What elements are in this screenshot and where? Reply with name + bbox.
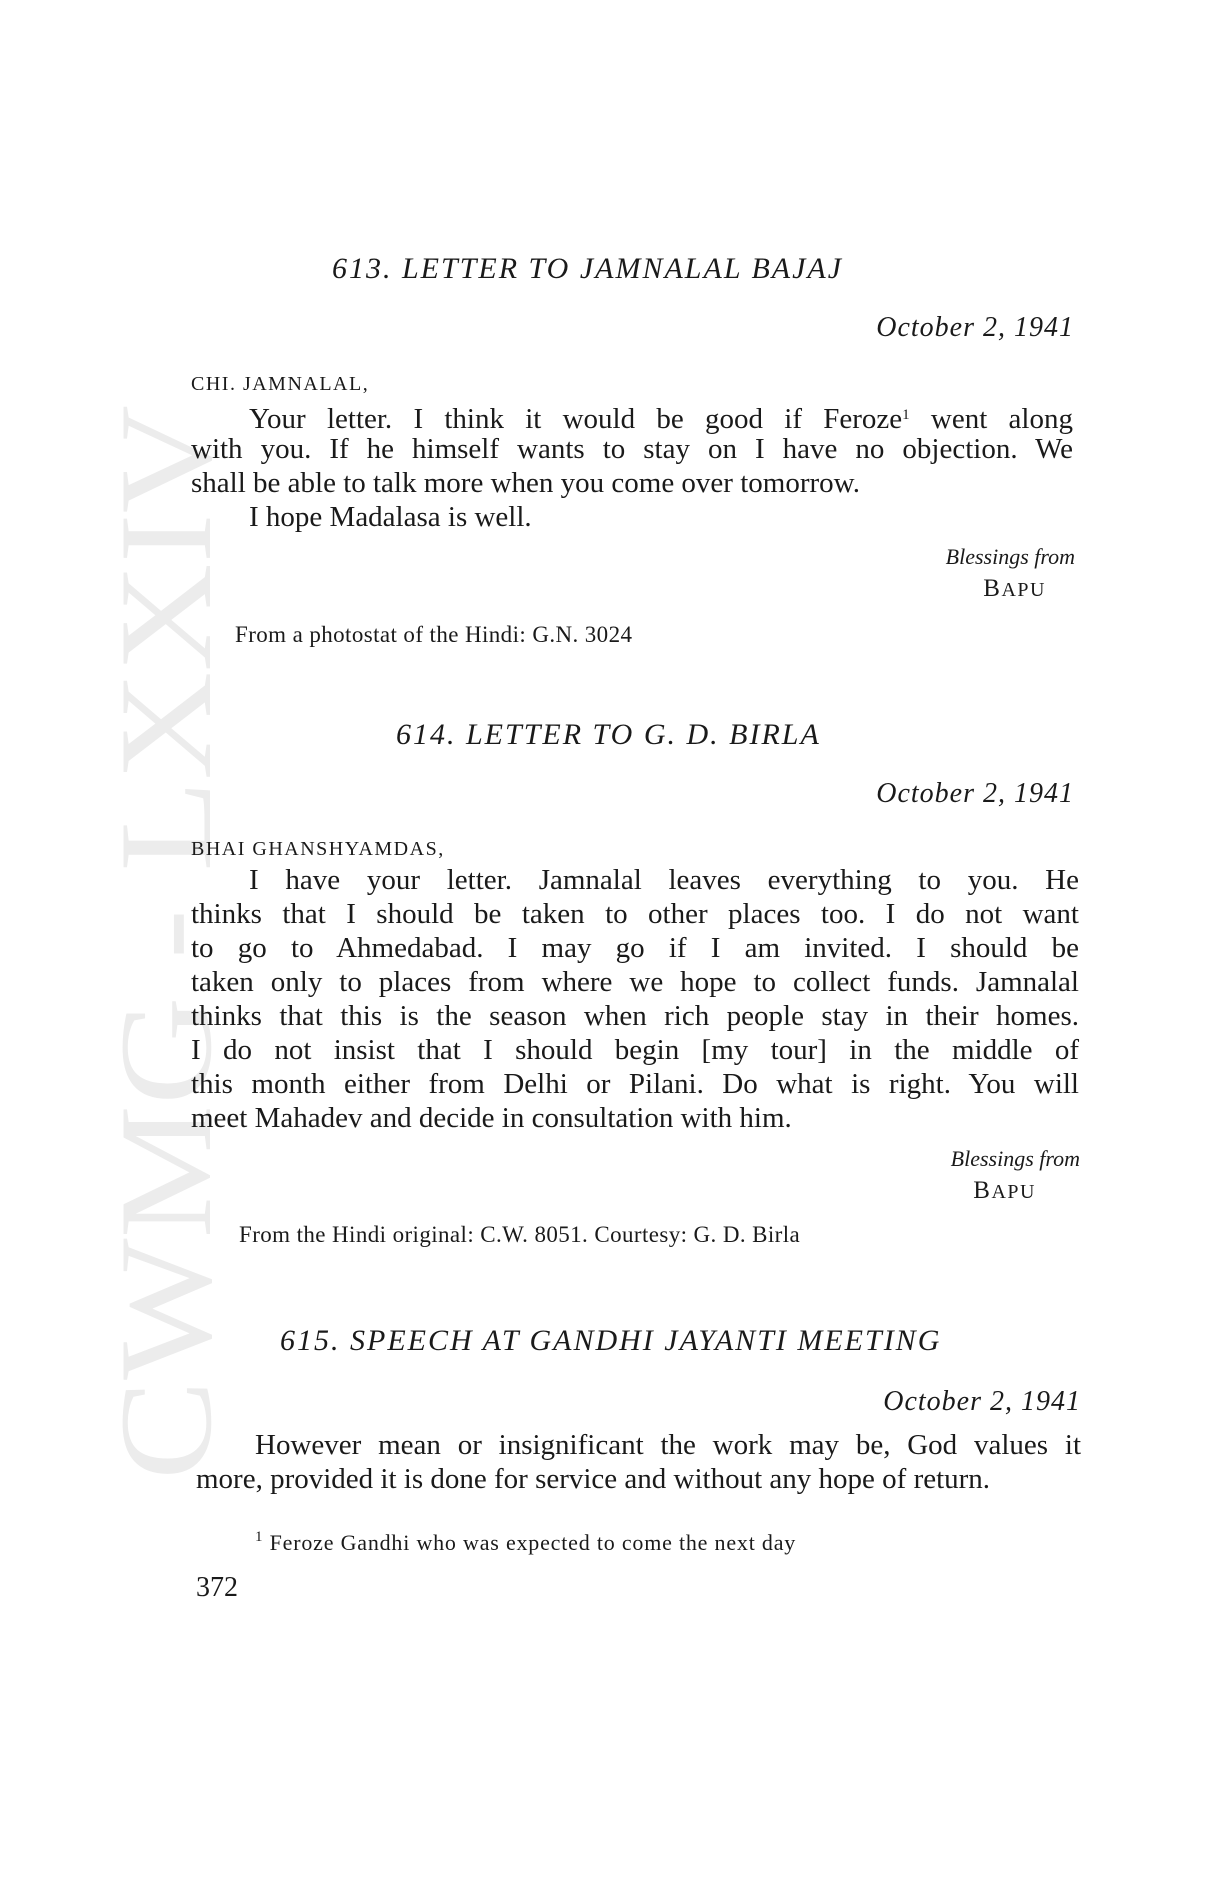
letter-date: October 2, 1941 [876,778,1074,809]
section-title: 613. LETTER TO JAMNALAL BAJAJ [332,252,844,285]
body-line: taken only to places from where we hope to collect funds. Jamnalal [191,966,1079,998]
body-line: thinks that I should be taken to other places too. I do not want [191,898,1079,930]
body-line: more, provided it is done for service and without any hope of return. [196,1463,991,1495]
body-line: to go to Ahmedabad. I may go if I am invited. I should be [191,932,1079,964]
source-note: From a photostat of the Hindi: G.N. 3024 [235,622,633,647]
body-line: shall be able to talk more when you come over tomorrow. [191,467,860,499]
body-line: Your letter. I think it would be good if Feroze$^1$ went along [249,403,1073,435]
blessings: Blessings from [945,544,1075,569]
salutation: CHI. JAMNALAL, [191,373,370,395]
body-line: thinks that this is the season when rich people stay in their homes. [191,1000,1079,1032]
footnote-marker: 1 [902,407,910,423]
letter-date: October 2, 1941 [876,312,1074,343]
watermark-text: CWMG - LXXIV [92,534,239,1480]
blessings: Blessings from [950,1146,1080,1171]
body-line: I hope Madalasa is well. [249,501,532,533]
body-line: However mean or insignificant the work may be, God values it [255,1429,1081,1461]
body-line: with you. If he himself wants to stay on I have no objection. We [191,433,1073,465]
body-line: meet Mahadev and decide in consultation with him. [191,1102,792,1134]
body-line: I do not insist that I should begin [my tour] in the middle of [191,1034,1079,1066]
page-number: 372 [196,1572,238,1603]
body-line: I have your letter. Jamnalal leaves everything to you. He [249,864,1079,896]
section-title: 614. LETTER TO G. D. BIRLA [396,718,821,751]
footnote: $^1$ Feroze Gandhi who was expected to come the next day [255,1529,797,1555]
section-title: 615. SPEECH AT GANDHI JAYANTI MEETING [280,1324,942,1357]
body-line: this month either from Delhi or Pilani. Do what is right. You will [191,1068,1079,1100]
signature: BAPU [983,575,1046,602]
source-note: From the Hindi original: C.W. 8051. Courtesy: G. D. Birla [239,1222,801,1247]
salutation: BHAI GHANSHYAMDAS, [191,838,445,860]
signature: BAPU [973,1177,1036,1204]
speech-date: October 2, 1941 [883,1386,1081,1417]
